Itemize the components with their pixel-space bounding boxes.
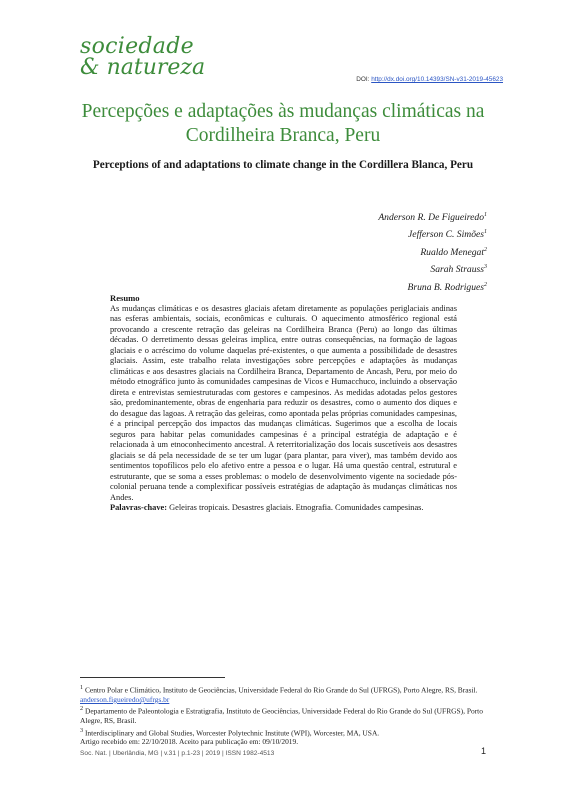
footnote-3 — [80, 726, 494, 738]
author-entry — [378, 243, 487, 260]
author-name: Jefferson C. Simões — [408, 229, 484, 241]
author-email-link[interactable]: anderson.figueiredo@ufrgs.br — [80, 694, 170, 704]
article-dates: Artigo recebido em: 22/10/2018. Aceito para publicação em: 09/10/2019. — [80, 737, 299, 747]
journal-citation-footer: Soc. Nat. | Uberlândia, MG | v.31 | p.1-23 | 2019 | ISSN 1982-4513 — [80, 750, 275, 757]
english-title: Perceptions of and adaptations to climate change in the Cordillera Blanca, Peru — [92, 159, 474, 171]
author-affiliation: 1 — [484, 229, 487, 236]
footnote-marker: 3 — [80, 726, 84, 734]
doi-prefix: DOI: — [356, 76, 372, 83]
author-affiliation: 2 — [484, 246, 487, 253]
author-name: Anderson R. De Figueiredo — [378, 212, 484, 224]
page-title: Percepções e adaptações às mudanças climáticas na Cordilheira Branca, Peru — [81, 101, 485, 146]
author-entry — [378, 260, 487, 277]
keywords — [110, 503, 457, 514]
footnote-text: Departamento de Paleontologia e Estratigrafia, Instituto de Geociências, Universidade Federal do Rio Grande do Sul (UFRGS), Porto Alegre, RS, Brasil. — [80, 706, 483, 726]
abstract — [110, 293, 457, 514]
abstract-heading: Resumo — [110, 293, 140, 303]
keywords-text: Geleiras tropicais. Desastres glaciais. Etnografia. Comunidades campesinas. — [167, 503, 424, 512]
footnote-marker: 2 — [80, 705, 84, 713]
footnote-text: Centro Polar e Climático, Instituto de Geociências, Universidade Federal do Rio Grande do Sul (UFRGS), Porto Alegre, RS, Brasil. — [83, 685, 478, 695]
doi-line — [356, 76, 503, 83]
author-name: Sarah Strauss — [430, 264, 484, 276]
footnote-1 — [80, 683, 494, 704]
abstract-body: As mudanças climáticas e os desastres glaciais afetam diretamente as populações periglaciais andinas nas esferas ambientais, sociais, econômicas e culturais. O aquecimento atmosférico regional está provocando a crescente retração das geleiras na Cordilheira Branca (Peru) ao longo das últimas décadas. O derretimento dessas geleiras implica, entre outras consequências, na formação de lagoas glaciais e o acréscimo do volume daquelas pré-existentes, o que aumenta a possibilidade de desastres glaciais. Assim, este trabalho relata investigações sobre percepções e adaptações às mudanças climáticas e aos desastres glaciais na Cordilheira Branca, Departamento de Ancash, Peru, por meio do método etnográfico junto às comunidades campesinas de Vicos e Humacchuco, incluindo a observação direta e entrevistas semiestruturadas com gestores e campesinos. As medidas adotadas pelos gestores são, predominantemente, obras de engenharia para reduzir os desastres, como o aumento dos diques e do desague das lagoas. A retração das geleiras, como apontada pelas próprias comunidades campesinas, é a principal percepção dos impactos das mudanças climáticas. Sugerimos que a escolha de locais seguros para habitar pelas comunidades campesinas é a principal estratégia de adaptação e é relacionada à um etnoconhecimento ancestral. A reterritorialização dos locais suscetíveis aos desastres glaciais se dá pela necessidade de se ter um lugar (para plantar, para viver), mas também devido aos sentimentos topofílicos pelo elo afetivo entre a pessoa e o lugar. Há uma questão central, estrutural e estruturante, que se soma a esses problemas: o modelo de desenvolvimento vigente na sociedade pós-colonial peruana tende a complexificar possíveis estratégias de adaptação às mudanças climáticas nos Andes. — [110, 303, 457, 502]
author-list — [378, 208, 487, 295]
journal-logo-line1: sociedade — [80, 34, 194, 59]
author-affiliation: 1 — [484, 212, 487, 218]
page-number: 1 — [480, 746, 486, 756]
footnote-2 — [80, 704, 494, 725]
journal-logo-line2: & natureza — [80, 55, 206, 80]
author-entry — [378, 208, 487, 225]
footnote-text: Interdisciplinary and Global Studies, Worcester Polytechnic Institute (WPI), Worcester, MA, USA. — [83, 728, 380, 738]
author-name: Bruna B. Rodrigues — [407, 282, 484, 294]
footnote-divider — [80, 677, 225, 678]
footnote-marker: 1 — [80, 684, 84, 691]
author-name: Rualdo Menegat — [420, 247, 484, 259]
footnotes — [80, 683, 494, 747]
author-affiliation: 2 — [484, 281, 487, 288]
keywords-label: Palavras-chave: — [110, 503, 168, 512]
author-entry — [378, 225, 487, 242]
journal-logo — [80, 36, 205, 79]
doi-link[interactable]: http://dx.doi.org/10.14393/SN-v31-2019-45623 — [371, 76, 503, 83]
author-affiliation: 3 — [484, 264, 487, 271]
